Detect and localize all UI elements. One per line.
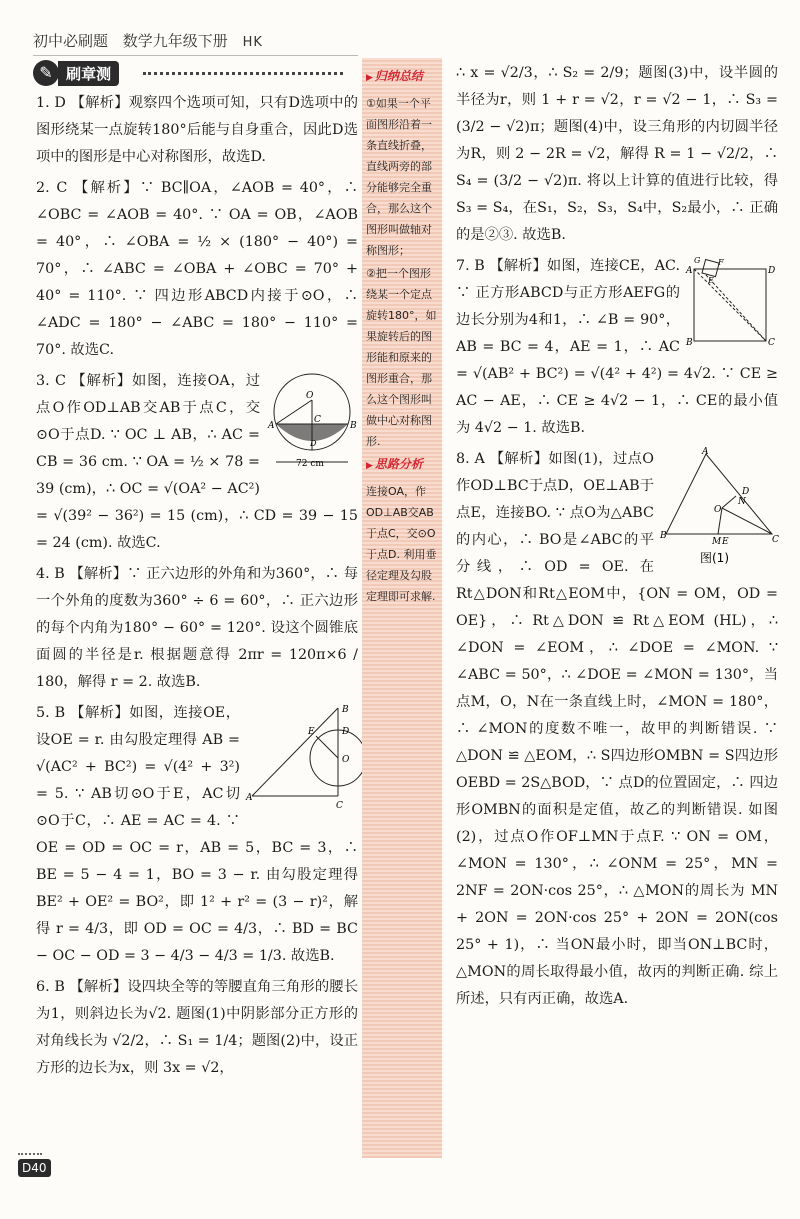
problem-6-start: 6. B 【解析】设四块全等的等腰直角三角形的腰长为1，则斜边长为√2. 题图(1)中阴影部分正方形的对角线长为 √2/2，∴ S₁ = 1/4；题图(2)中，设正方形的边长为x，则 3x = √2， [36, 979, 358, 1076]
problem-4: 4. B 【解析】∵ 正六边形的外角和为360°，∴ 每一个外角的度数为360° ÷ 6 = 60°，∴ 正六边形的每个内角为180° − 60° = 120°. 设这个圆锥底面圆的半径是r. 根据题意得 2πr = 120π×6 / 180，解得 r = 2. 故选B. [36, 566, 358, 690]
label-O: O [714, 505, 722, 515]
figure-caption-1: 图(1) [700, 551, 729, 565]
page-number: D40 [18, 1159, 51, 1177]
label-A: A [686, 266, 693, 276]
label-D: D [342, 727, 350, 737]
label-G: G [694, 256, 701, 265]
label-B: B [686, 338, 693, 348]
figure-problem-8-1 [660, 448, 778, 576]
label-B: B [342, 705, 349, 715]
left-column [36, 90, 358, 1086]
label-C: C [336, 801, 343, 811]
problem-7: 7. B 【解析】如图，连接CE，AC. ∵ 正方形ABCD与正方形AEFG的边长分别为4和1，∴ ∠B = 90°，AB = BC = 4，AE = 1，∴ AC = √(AB² + BC²) = √(4² + 4²) = 4√2. ∵ CE ≥ AC − AE，∴ CE ≥ 4√2 − 1，∴ CE的最小值为 4√2 − 1. 故选B. [456, 258, 778, 436]
problem-6-cont: ∴ x = √2/3，∴ S₂ = 2/9；题图(3)中，设半圆的半径为r，则 1 + r = √2，r = √2 − 1，∴ S₃ = (3/2 − √2)π；题图(4)中，设三角形的内切圆半径为R，则 2 − 2R = √2，解得 R = 1 − √2/2，∴ S₄ = (3/2 − √2)π. 将以上计算的值进行比较，得 S₃ = S₄，在S₁，S₂，S₃，S₄中，S₂最小，∴ 正确的是②③. 故选B. [456, 65, 778, 243]
figure-problem-3 [266, 370, 358, 478]
edition-label: HK [242, 35, 263, 50]
section-badge [33, 60, 353, 86]
sidebar-note-central: ②把一个图形绕某一个定点旋转180°，如果旋转后的图形能和原来的图形重合，那么这个图形叫做中心对称图形. [366, 267, 437, 448]
label-N: N [738, 497, 746, 507]
label-A: B [660, 531, 667, 541]
label-B: B [350, 421, 357, 431]
label-C: C [314, 415, 321, 425]
label-F: F [718, 258, 724, 267]
label-E: E [308, 727, 315, 737]
label-A: A [246, 793, 253, 803]
series-title: 初中必刷题 [33, 32, 109, 50]
footer-dots [18, 1153, 42, 1159]
label-O: O [342, 755, 350, 765]
pencil-icon: ✎ [33, 60, 59, 86]
sidebar-note-axial: ①如果一个平面图形沿着一条直线折叠，直线两旁的部分能够完全重合，那么这个图形叫做轴对称图形； [366, 97, 432, 257]
label-M: M [712, 537, 722, 547]
page-footer [18, 1157, 778, 1187]
problem-5: 5. B 【解析】如图，连接OE，设OE = r. 由勾股定理得 AB = √(AC² + BC²) = √(4² + 3²) = 5. ∵ AB切⊙O于E，AC切⊙O于C，∴ AE = AC = 4. ∵ OE = OD = OC = r，AB = 5，BC = 3，∴ BE = 5 − 4 = 1，BO = 3 − r. 由勾股定理得 BE² + OE² = BO²，即 1² + r² = (3 − r)²，解得 r = 4/3，即 OD = OC = 4/3，∴ BD = BC − OC − OD = 3 − 4/3 − 4/3 = 1/3. 故选B. [36, 705, 358, 964]
sidebar-notes [362, 58, 442, 1158]
label-B: C [772, 535, 779, 545]
label-A: A [268, 421, 275, 431]
label-E: E [708, 276, 714, 285]
dotted-divider [143, 72, 343, 75]
header-divider [33, 55, 358, 56]
section-label: 刷章测 [58, 61, 119, 86]
sidebar-note-analysis: 连接OA，作OD⊥AB交AB于点C，交⊙O于点D. 利用垂径定理及勾股定理即可求解. [366, 485, 437, 603]
sidebar-title-analysis: ▶ 思路分析 [366, 454, 438, 477]
label-O: O [306, 391, 314, 401]
label-D: D [742, 487, 750, 497]
label-D: D [768, 266, 776, 276]
figure-problem-5 [246, 702, 358, 820]
problem-2: 2. C 【解析】∵ BC∥OA，∠AOB = 40°，∴ ∠OBC = ∠AOB = 40°. ∵ OA = OB，∠AOB = 40°，∴ ∠OBA = ½ × (180° − 40°) = 70°，∴ ∠ABC = ∠OBA + ∠OBC = 70° + 40° = 110°. ∵ 四边形ABCD内接于⊙O，∴ ∠ADC = 180° − ∠ABC = 180° − 110° = 70°. 故选C. [36, 180, 358, 358]
problem-8: 8. A 【解析】如图(1)，过点O作OD⊥BC于点D，OE⊥AB于点E，连接BO. ∵ 点O为△ABC的内心，∴ BO是∠ABC的平分线，∴ OD = OE. 在Rt△DON和Rt△EOM中，{ON = OM，OD = OE}，∴ Rt△DON ≌ Rt△EOM (HL)，∴ ∠DON = ∠EOM，∴ ∠DOE = ∠MON. ∵ ∠ABC = 50°，∴ ∠DOE = ∠MON = 130°，当点M，O，N在一条直线上时，∠MON = 180°，∴ ∠MON的度数不唯一，故甲的判断错误. ∵ △DON ≌ △EOM，∴ S四边形OMBN = S四边形OEBD = 2S△BOD，∵ 点D的位置固定，∴ 四边形OMBN的面积是定值，故乙的判断错误. 如图(2)，过点O作OF⊥MN于点F. ∵ ON = OM，∠MON = 130°，∴ ∠ONM = 25°，MN = 2NF = 2ON·cos 25°，∴ △MON的周长为 MN + 2ON = 2ON·cos 25° + 2ON = 2ON(cos 25° + 1)，∴ 当ON最小时，即当ON⊥BC时，△MON的周长取得最小值，故丙的判断正确. 综上所述，只有丙正确，故选A. [456, 451, 778, 1007]
figure-problem-7 [686, 255, 778, 357]
right-column [456, 60, 778, 1017]
label-D: D [310, 439, 317, 448]
label-C: C [768, 338, 775, 348]
label-C: A [702, 447, 709, 457]
problem-3: 3. C 【解析】如图，连接OA，过点O作OD⊥AB交AB于点C，交⊙O于点D. ∵ OC ⊥ AB，∴ AC = CB = 36 cm. ∵ OA = ½ × 78 = 39 (cm)，∴ OC = √(OA² − AC²) = √(39² − 36²) = 15 (cm)，∴ CD = 39 − 15 = 24 (cm). 故选C. [36, 373, 358, 551]
subject-title: 数学九年级下册 [122, 32, 228, 50]
sidebar-title-summary: ▶ 归纳总结 [366, 66, 438, 89]
page-header [33, 30, 773, 52]
label-E: E [722, 537, 729, 547]
problem-1: 1. D 【解析】观察四个选项可知，只有D选项中的图形绕某一点旋转180°后能与自身重合，因此D选项中的图形是中心对称图形，故选D. [36, 95, 358, 165]
dimension-label: 72 cm [296, 459, 324, 469]
